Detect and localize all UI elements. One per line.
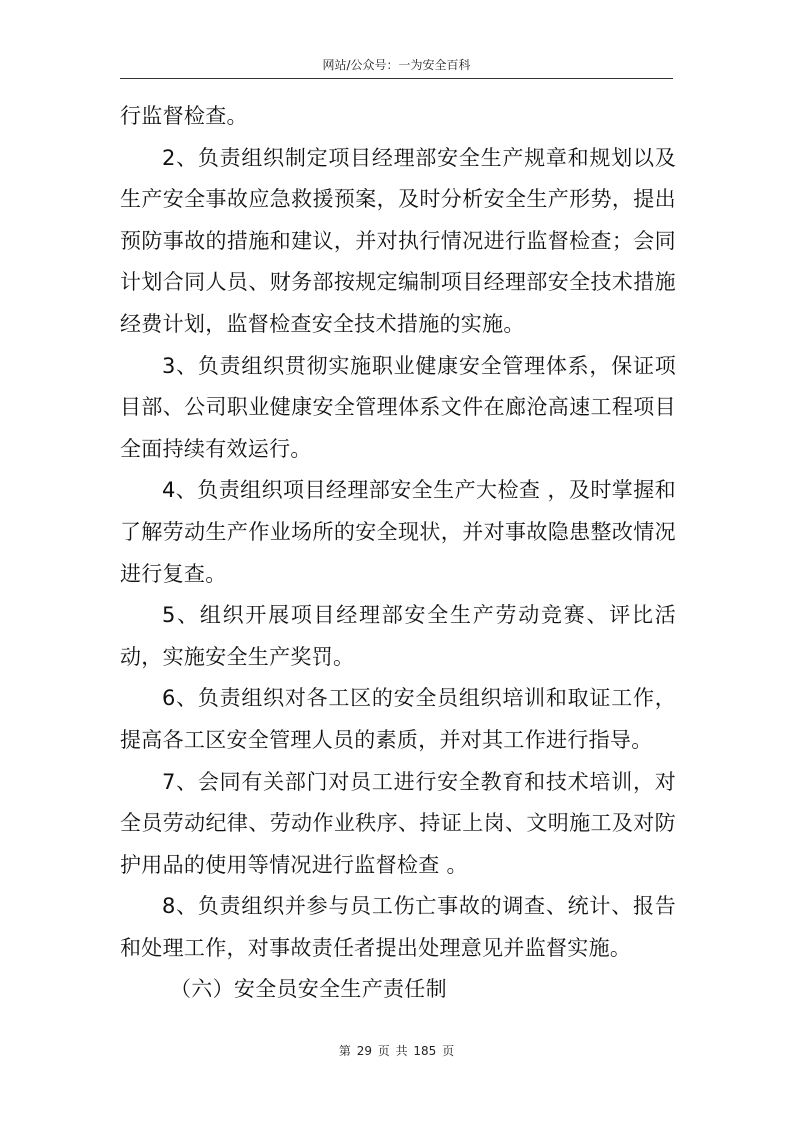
paragraph-continuation: 行监督检查。	[120, 104, 248, 128]
header-divider	[120, 78, 673, 79]
section-heading: （六）安全员安全生产责任制	[170, 977, 447, 1002]
page-number: 第 29 页 共 185 页	[338, 1044, 455, 1058]
page-header: 网站/公众号：一为安全百科	[322, 58, 471, 72]
paragraph-item-2: 2、负责组织制定项目经理部安全生产规章和规划以及生产安全事故应急救援预案，及时分析安全生产形势，提出预防事故的措施和建议，并对执行情况进行监督检查；会同计划合同人员、财务部按规定编制项目经理部安全技术措施经费计划，监督检查安全技术措施的实施。	[120, 145, 676, 336]
paragraph-item-3: 3、负责组织贯彻实施职业健康安全管理体系，保证项目部、公司职业健康安全管理体系文件在廊沧高速工程项目全面持续有效运行。	[120, 353, 676, 461]
document-body	[120, 96, 676, 1011]
paragraph-item-4: 4、负责组织项目经理部安全生产大检查 ，及时掌握和了解劳动生产作业场所的安全现状，并对事故隐患整改情况进行复查。	[120, 478, 676, 586]
paragraph-item-6: 6、负责组织对各工区的安全员组织培训和取证工作，提高各工区安全管理人员的素质，并对其工作进行指导。	[120, 686, 676, 752]
paragraph-item-5: 5、组织开展项目经理部安全生产劳动竞赛、评比活动，实施安全生产奖罚。	[120, 603, 676, 669]
paragraph-item-8: 8、负责组织并参与员工伤亡事故的调查、统计、报告和处理工作，对事故责任者提出处理意见并监督实施。	[120, 894, 676, 960]
paragraph-item-7: 7、会同有关部门对员工进行安全教育和技术培训，对全员劳动纪律、劳动作业秩序、持证上岗、文明施工及对防护用品的使用等情况进行监督检查 。	[120, 769, 676, 877]
